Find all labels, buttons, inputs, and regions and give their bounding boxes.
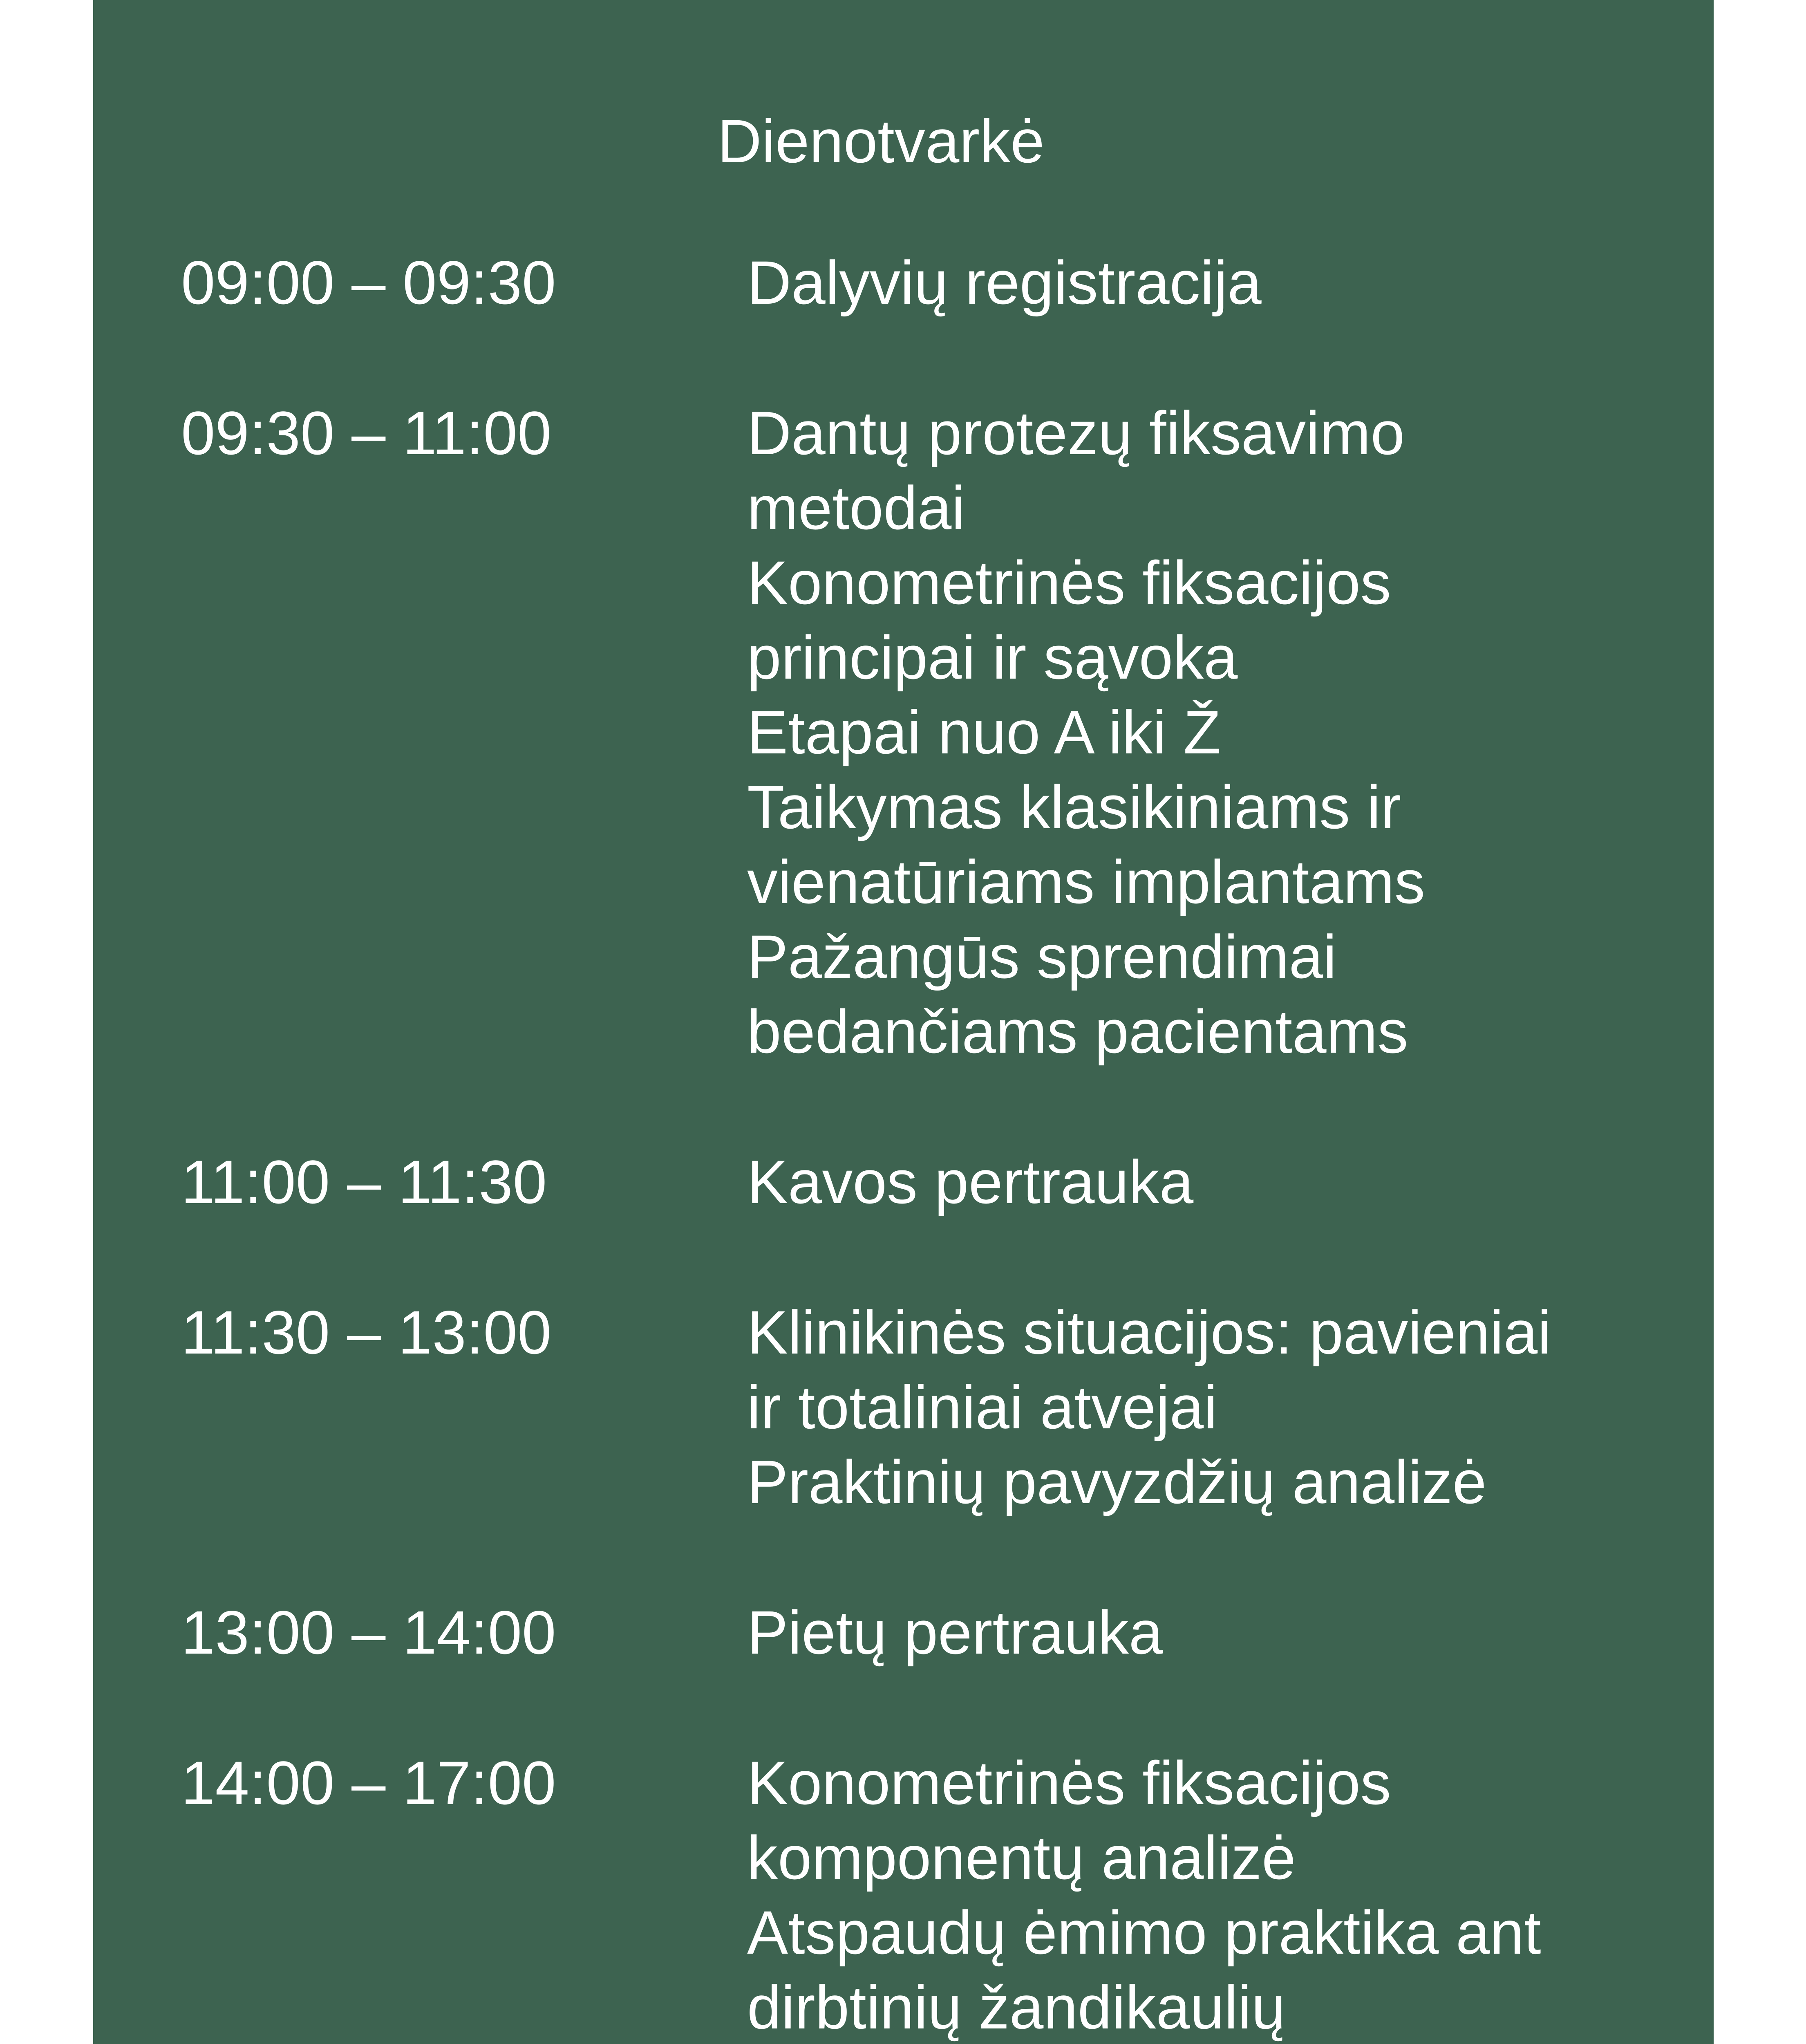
agenda-description: [747, 396, 1714, 1069]
agenda-description: [747, 245, 1714, 320]
agenda-row: [93, 1595, 1714, 1670]
agenda-description-line: bedančiams pacientams: [747, 997, 1408, 1066]
agenda-list: [93, 245, 1714, 2044]
agenda-time: 11:00 – 11:30: [181, 1148, 547, 1216]
agenda-description-line: Klinikinės situacijos: pavieniai: [747, 1298, 1551, 1367]
agenda-time: 11:30 – 13:00: [181, 1298, 552, 1367]
agenda-description-line: Kavos pertrauka: [747, 1148, 1194, 1216]
agenda-row: [93, 396, 1714, 1069]
agenda-description-line: komponentų analizė: [747, 1823, 1296, 1892]
agenda-description-line: Konometrinės fiksacijos: [747, 1748, 1391, 1817]
agenda-description-line: Atspaudų ėmimo praktika ant: [747, 1898, 1541, 1967]
agenda-description-line: Taikymas klasikiniams ir: [747, 773, 1401, 841]
agenda-time: 13:00 – 14:00: [181, 1598, 556, 1667]
agenda-description-line: Dantų protezų fiksavimo: [747, 399, 1405, 467]
agenda-description-line: metodai: [747, 473, 965, 542]
agenda-description: [747, 1295, 1714, 1520]
page-title: [93, 104, 1714, 178]
agenda-description: [747, 1746, 1714, 2044]
agenda-description-line: Pažangūs sprendimai: [747, 922, 1337, 991]
agenda-row: [93, 1746, 1714, 2044]
agenda-row: [93, 1145, 1714, 1219]
agenda-description-line: Pietų pertrauka: [747, 1598, 1163, 1667]
agenda-description: [747, 1595, 1714, 1670]
agenda-panel: [93, 0, 1714, 2044]
agenda-description-line: Praktinių pavyzdžių analizė: [747, 1448, 1487, 1516]
agenda-description-line: principai ir sąvoka: [747, 623, 1238, 692]
agenda-time: 09:00 – 09:30: [181, 248, 556, 317]
agenda-row: [93, 245, 1714, 320]
agenda-description-line: Dalyvių registracija: [747, 248, 1262, 317]
agenda-row: [93, 1295, 1714, 1520]
agenda-description-line: Konometrinės fiksacijos: [747, 548, 1391, 617]
agenda-description-line: vienatūriams implantams: [747, 847, 1425, 916]
agenda-description-line: Etapai nuo A iki Ž: [747, 698, 1221, 766]
agenda-description: [747, 1145, 1714, 1219]
agenda-description-line: dirbtinių žandikaulių: [747, 1973, 1286, 2042]
agenda-time: 14:00 – 17:00: [181, 1748, 556, 1817]
agenda-description-line: ir totaliniai atvejai: [747, 1373, 1217, 1441]
agenda-time: 09:30 – 11:00: [181, 399, 552, 467]
page-title-text: Dienotvarkė: [717, 107, 1045, 175]
